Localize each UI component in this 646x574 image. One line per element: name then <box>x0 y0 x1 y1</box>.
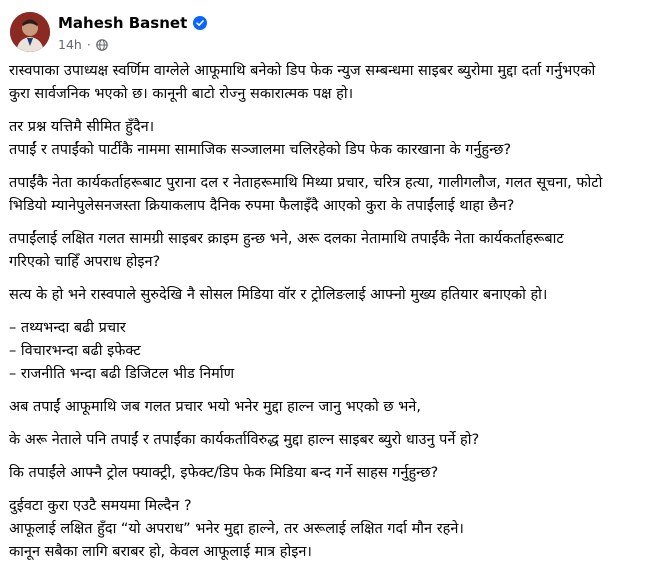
post-paragraph <box>9 284 646 307</box>
post-line: दुईवटा कुरा एउटै समयमा मिल्दैन ? <box>9 498 192 514</box>
avatar-image <box>10 12 50 52</box>
post-line: गरिएको चाहिँ अपराध होइन? <box>9 254 161 270</box>
author-row <box>58 14 207 32</box>
post-bullet-item: – तथ्यभन्दा बढी प्रचार <box>9 320 126 336</box>
post-line: तर प्रश्न यत्तिमै सीमित हुँदैन। <box>9 119 155 135</box>
post-paragraph <box>9 228 646 274</box>
post-body <box>9 60 646 574</box>
post-line: के अरू नेताले पनि तपाईं र तपाईंका कार्यकर्ताविरुद्ध मुद्दा हाल्न साइबर ब्युरो धाउनु पर्ने हो? <box>9 432 480 448</box>
post-line: तपाईंलाई लक्षित गलत सामग्री साइबर क्राइम हुन्छ भने, अरू दलका नेतामाथि तपाईंकै नेता कार्यकर्ताहरूबाट <box>9 231 564 247</box>
post-paragraph <box>9 116 646 162</box>
post-paragraph <box>9 172 646 218</box>
verified-badge-icon <box>193 16 207 30</box>
post-line: सत्य के हो भने रास्वपाले सुरुदेखि नै सोसल मिडिया वॉर र ट्रोलिङलाई आफ्नो मुख्य हतियार बनाएको हो। <box>9 287 548 303</box>
post-paragraph <box>9 462 646 485</box>
post-line: कि तपाईंले आफ्नै ट्रोल फ्याक्ट्री, इफेक्ट/डिप फेक मिडिया बन्द गर्ने साहस गर्नुहुन्छ? <box>9 465 439 481</box>
post-meta <box>58 37 108 52</box>
post-line: रास्वपाका उपाध्यक्ष स्वर्णिम वाग्लेले आफूमाथि बनेको डिप फेक न्युज सम्बन्धमा साइबर ब्युरोमा मुद्दा दर्ता गर्नुभएको <box>9 63 596 79</box>
post-line: अब तपाईं आफूमाथि जब गलत प्रचार भयो भनेर मुद्दा हाल्न जानु भएको छ भने, <box>9 399 421 415</box>
author-avatar[interactable] <box>10 12 50 52</box>
post-line: भिडियो म्यानेपुलेसनजस्ता क्रियाकलाप दैनिक रुपमा फैलाइँदै आएको कुरा के तपाईंलाई थाहा छैन? <box>9 198 515 214</box>
post-paragraph <box>9 429 646 452</box>
post-paragraph <box>9 495 646 564</box>
post-bullet-item: – विचारभन्दा बढी इफेक्ट <box>9 343 141 359</box>
post-timestamp[interactable]: 14h <box>58 37 82 52</box>
post-bullet-item: – राजनीति भन्दा बढी डिजिटल भीड निर्माण <box>9 366 235 382</box>
post-line: कुरा सार्वजनिक भएको छ। कानूनी बाटो रोज्नु सकारात्मक पक्ष हो। <box>9 86 354 102</box>
post-paragraph <box>9 396 646 419</box>
post-line: कानून सबैका लागि बराबर हो, केवल आफूलाई मात्र होइन। <box>9 544 312 560</box>
post-header <box>10 8 630 56</box>
post-line: तपाईंकै नेता कार्यकर्ताहरूबाट पुराना दल र नेताहरूमाथि मिथ्या प्रचार, चरित्र हत्या, गालीगलौज, गलत सूचना, फोटो <box>9 175 603 191</box>
globe-icon <box>96 39 108 51</box>
post-bullet-list <box>9 317 646 386</box>
post-paragraph <box>9 60 646 106</box>
author-name[interactable]: Mahesh Basnet <box>58 14 188 32</box>
meta-separator: · <box>86 37 91 52</box>
post-line: तपाईं र तपाईंको पार्टीकै नाममा सामाजिक सञ्जालमा चलिरहेको डिप फेक कारखाना के गर्नुहुन्छ? <box>9 142 512 158</box>
post-line: आफूलाई लक्षित हुँदा “यो अपराध” भनेर मुद्दा हाल्ने, तर अरूलाई लक्षित गर्दा मौन रहने। <box>9 521 464 537</box>
